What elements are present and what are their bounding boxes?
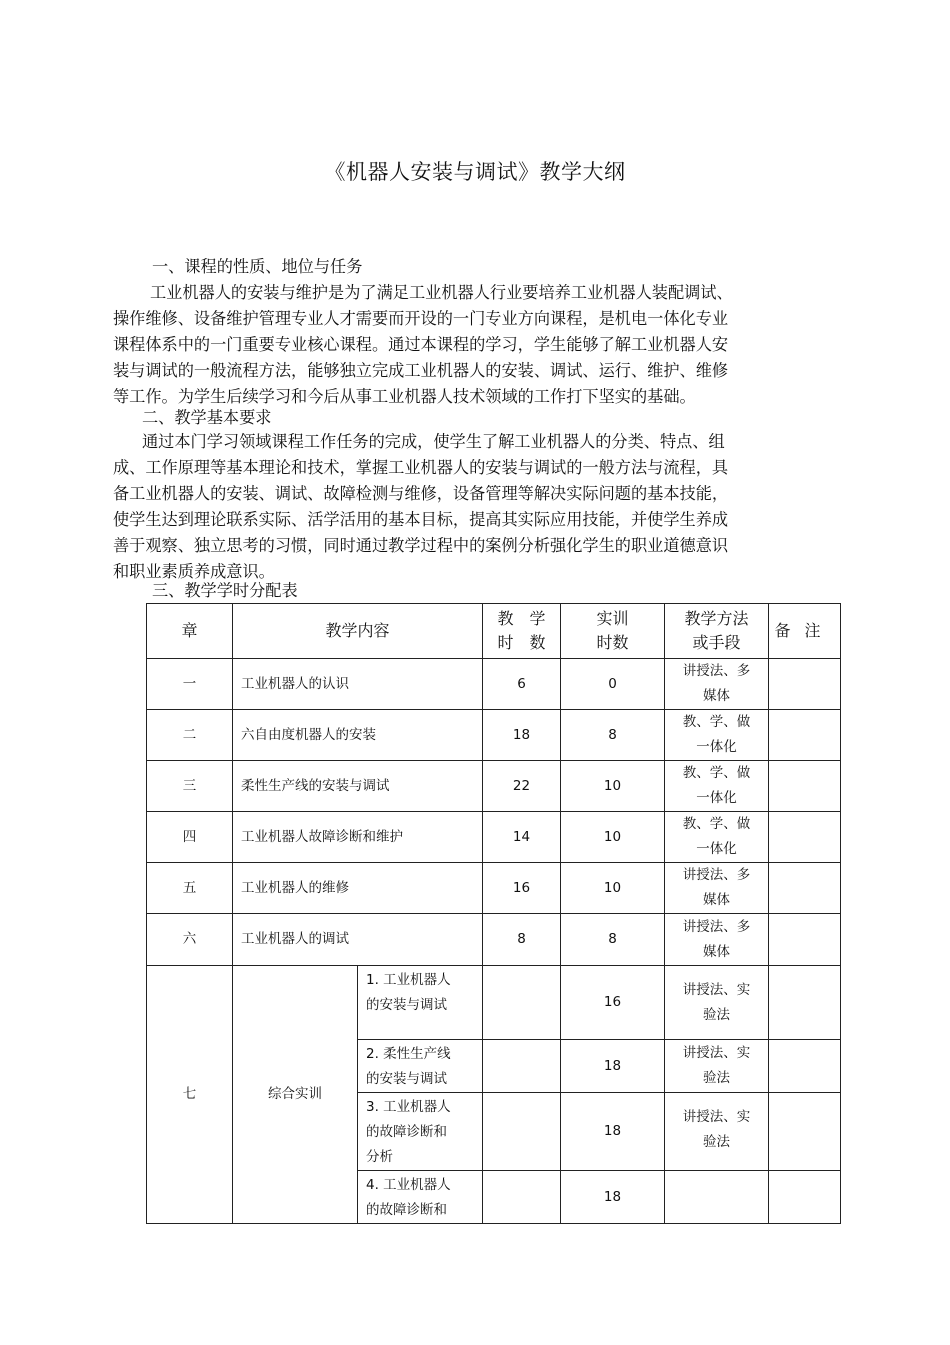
cell-method-line1: 讲授法、实 xyxy=(682,1045,751,1061)
cell-practice: 8 xyxy=(561,914,665,966)
section-1-paragraph xyxy=(113,280,803,410)
sub-line: 2. 柔性生产线 xyxy=(366,1046,451,1062)
table-row xyxy=(147,966,841,1040)
paragraph-line: 工业机器人的安装与维护是为了满足工业机器人行业要培养工业机器人装配调试、 xyxy=(150,283,733,302)
cell-hours: 8 xyxy=(483,914,561,966)
cell-method xyxy=(665,1171,769,1224)
section-heading-1: 一、课程的性质、地位与任务 xyxy=(152,257,363,276)
paragraph-line: 操作维修、设备维护管理专业人才需要而开设的一门专业方向课程，是机电一体化专业 xyxy=(113,309,729,328)
cell-method xyxy=(665,863,769,914)
cell-content: 工业机器人故障诊断和维护 xyxy=(233,812,483,863)
cell-remark xyxy=(769,966,841,1040)
cell-remark xyxy=(769,1171,841,1224)
cell-practice: 18 xyxy=(561,1040,665,1093)
cell-method-line2: 媒体 xyxy=(703,943,730,960)
cell-practice: 0 xyxy=(561,659,665,710)
sub-line: 的安装与调试 xyxy=(366,997,447,1013)
cell-remark xyxy=(769,659,841,710)
header-practice xyxy=(561,604,665,659)
paragraph-line: 等工作。为学生后续学习和今后从事工业机器人技术领域的工作打下坚实的基础。 xyxy=(113,387,696,406)
header-method xyxy=(665,604,769,659)
cell-method-line1: 讲授法、实 xyxy=(682,981,751,998)
sub-line: 1. 工业机器人 xyxy=(366,972,451,988)
cell-content: 柔性生产线的安装与调试 xyxy=(233,761,483,812)
cell-hours: 14 xyxy=(483,812,561,863)
cell-content: 综合实训 xyxy=(233,966,358,1224)
table-row xyxy=(147,659,841,710)
cell-hours: 22 xyxy=(483,761,561,812)
cell-method xyxy=(665,812,769,863)
paragraph-line: 装与调试的一般流程方法，能够独立完成工业机器人的安装、调试、运行、维护、维修 xyxy=(113,361,729,380)
cell-practice: 18 xyxy=(561,1171,665,1224)
cell-method xyxy=(665,1040,769,1093)
page-title: 《机器人安装与调试》教学大纲 xyxy=(324,160,626,184)
cell-method-line1: 讲授法、实 xyxy=(682,1109,751,1125)
header-hours xyxy=(483,604,561,659)
cell-method xyxy=(665,761,769,812)
cell-method-line1: 讲授法、多 xyxy=(682,918,751,935)
cell-hours: 16 xyxy=(483,863,561,914)
cell-chapter: 一 xyxy=(147,659,233,710)
table-row xyxy=(147,914,841,966)
cell-content: 六自由度机器人的安装 xyxy=(233,710,483,761)
cell-subcontent xyxy=(358,966,483,1040)
cell-chapter: 五 xyxy=(147,863,233,914)
sub-line: 分析 xyxy=(366,1149,393,1165)
cell-method xyxy=(665,659,769,710)
cell-hours xyxy=(483,966,561,1040)
header-practice-line1: 实训 xyxy=(596,609,629,628)
cell-method-line1: 教、学、做 xyxy=(682,816,751,832)
table-row xyxy=(147,710,841,761)
cell-method-line2: 一体化 xyxy=(696,790,737,806)
cell-practice: 8 xyxy=(561,710,665,761)
cell-chapter: 二 xyxy=(147,710,233,761)
paragraph-line: 和职业素质养成意识。 xyxy=(113,562,275,581)
header-remark: 备注 xyxy=(769,604,841,659)
sub-line: 4. 工业机器人 xyxy=(366,1177,451,1193)
cell-hours xyxy=(483,1171,561,1224)
section-heading-2: 二、教学基本要求 xyxy=(142,408,272,427)
cell-remark xyxy=(769,1040,841,1093)
header-hours-line1: 教 学 xyxy=(497,609,546,628)
cell-practice: 10 xyxy=(561,761,665,812)
cell-practice: 10 xyxy=(561,863,665,914)
cell-hours: 6 xyxy=(483,659,561,710)
cell-method-line2: 验法 xyxy=(703,1134,730,1150)
cell-chapter: 三 xyxy=(147,761,233,812)
hours-allocation-table xyxy=(146,603,841,1224)
paragraph-line: 善于观察、独立思考的习惯，同时通过教学过程中的案例分析强化学生的职业道德意识 xyxy=(113,536,729,555)
header-chapter: 章 xyxy=(147,604,233,659)
header-practice-line2: 时数 xyxy=(596,633,629,652)
sub-line: 3. 工业机器人 xyxy=(366,1099,451,1115)
cell-content: 工业机器人的维修 xyxy=(233,863,483,914)
cell-method-line1: 教、学、做 xyxy=(682,714,751,730)
cell-subcontent xyxy=(358,1093,483,1171)
sub-line: 的安装与调试 xyxy=(366,1071,447,1087)
sub-line: 的故障诊断和 xyxy=(366,1124,447,1140)
cell-subcontent xyxy=(358,1171,483,1224)
header-content: 教学内容 xyxy=(233,604,483,659)
cell-hours xyxy=(483,1040,561,1093)
table-row xyxy=(147,761,841,812)
cell-practice: 18 xyxy=(561,1093,665,1171)
cell-remark xyxy=(769,1093,841,1171)
cell-remark xyxy=(769,761,841,812)
table-header-row xyxy=(147,604,841,659)
section-2-paragraph xyxy=(113,429,803,585)
cell-hours: 18 xyxy=(483,710,561,761)
paragraph-line: 使学生达到理论联系实际、活学活用的基本目标，提高其实际应用技能，并使学生养成 xyxy=(113,510,729,529)
header-hours-line2: 时 数 xyxy=(497,633,546,652)
header-method-line1: 教学方法 xyxy=(684,609,749,628)
cell-method xyxy=(665,1093,769,1171)
cell-method-line2: 验法 xyxy=(703,1006,730,1023)
paragraph-line: 成、工作原理等基本理论和技术，掌握工业机器人的安装与调试的一般方法与流程，具 xyxy=(113,458,729,477)
cell-method xyxy=(665,710,769,761)
cell-content: 工业机器人的认识 xyxy=(233,659,483,710)
header-method-line2: 或手段 xyxy=(692,633,741,652)
cell-content: 工业机器人的调试 xyxy=(233,914,483,966)
cell-method-line2: 媒体 xyxy=(703,688,730,704)
cell-subcontent xyxy=(358,1040,483,1093)
cell-method xyxy=(665,966,769,1040)
cell-chapter: 六 xyxy=(147,914,233,966)
cell-method-line1: 教、学、做 xyxy=(682,765,751,781)
sub-line: 的故障诊断和 xyxy=(366,1202,447,1218)
cell-remark xyxy=(769,914,841,966)
cell-method-line1: 讲授法、多 xyxy=(682,867,751,883)
cell-practice: 10 xyxy=(561,812,665,863)
section-heading-3: 三、教学学时分配表 xyxy=(152,581,298,600)
cell-method-line1: 讲授法、多 xyxy=(682,663,751,679)
paragraph-line: 通过本门学习领域课程工作任务的完成，使学生了解工业机器人的分类、特点、组 xyxy=(142,432,725,451)
table-row xyxy=(147,812,841,863)
cell-practice: 16 xyxy=(561,966,665,1040)
cell-method-line2: 媒体 xyxy=(703,892,730,908)
cell-method-line2: 一体化 xyxy=(696,739,737,755)
paragraph-line: 课程体系中的一门重要专业核心课程。通过本课程的学习，学生能够了解工业机器人安 xyxy=(113,335,729,354)
cell-method xyxy=(665,914,769,966)
cell-remark xyxy=(769,710,841,761)
paragraph-line: 备工业机器人的安装、调试、故障检测与维修，设备管理等解决实际问题的基本技能， xyxy=(113,484,729,503)
cell-method-line2: 验法 xyxy=(703,1070,730,1086)
cell-remark xyxy=(769,863,841,914)
cell-remark xyxy=(769,812,841,863)
cell-hours xyxy=(483,1093,561,1171)
cell-chapter: 七 xyxy=(147,966,233,1224)
cell-method-line2: 一体化 xyxy=(696,841,737,857)
table-row xyxy=(147,863,841,914)
cell-chapter: 四 xyxy=(147,812,233,863)
